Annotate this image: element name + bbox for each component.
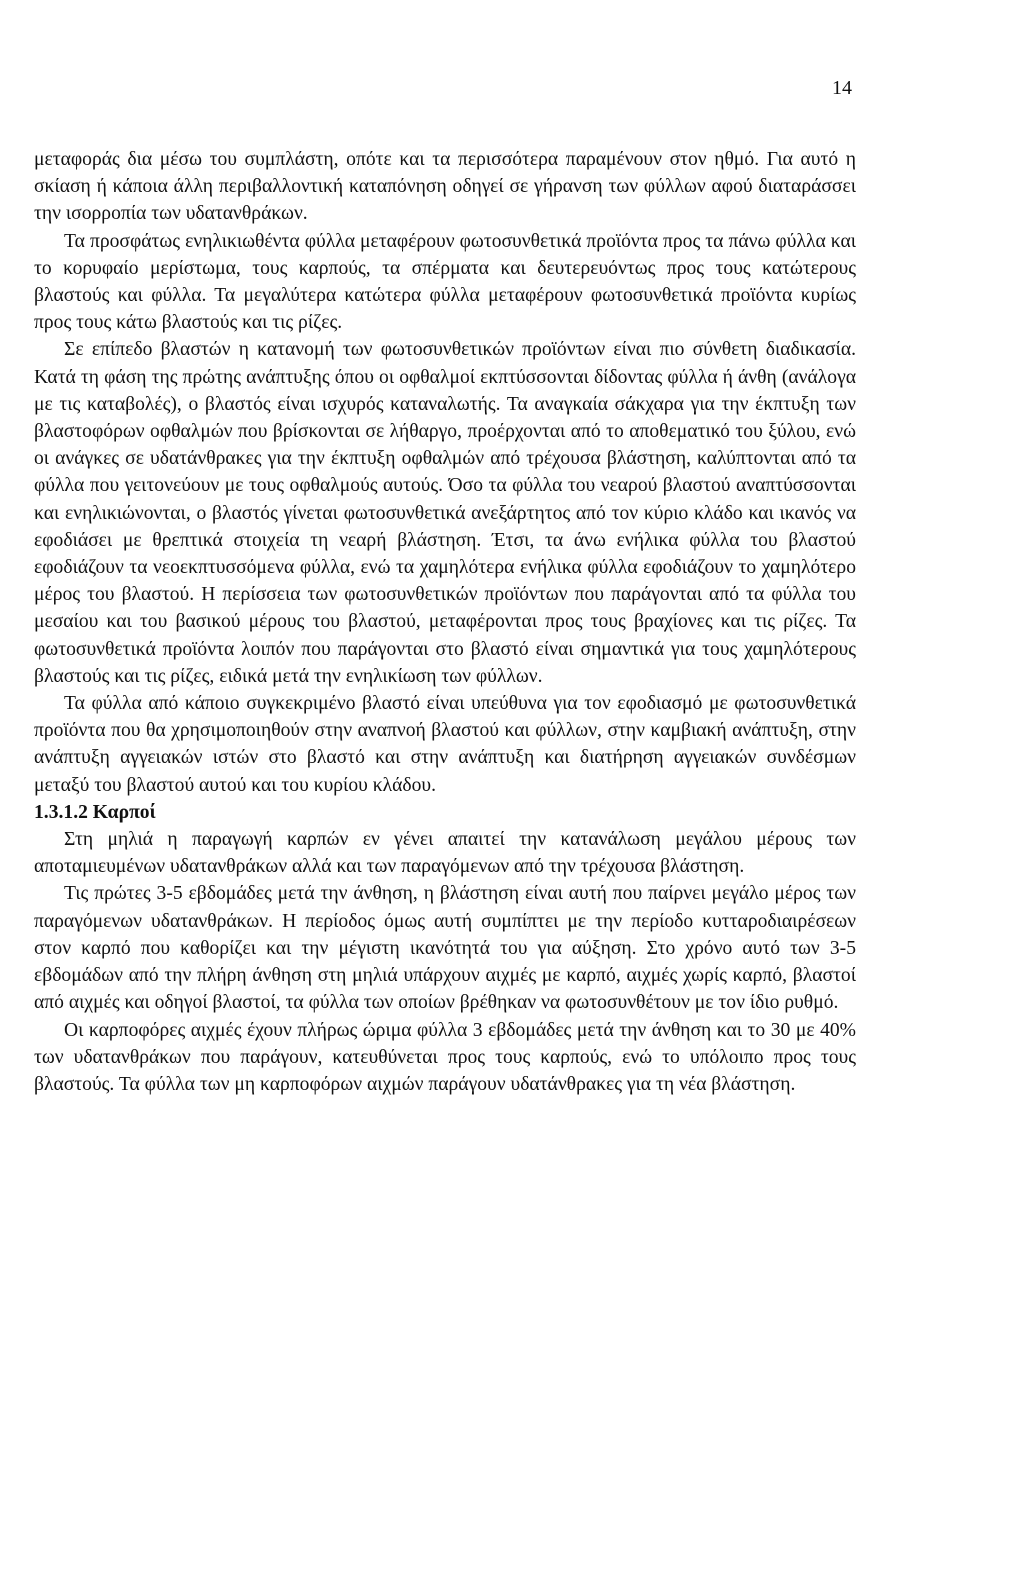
paragraph: Τα φύλλα από κάποιο συγκεκριμένο βλαστό είναι υπεύθυνα για τον εφοδιασμό με φωτοσυνθετικά προϊόντα που θα χρησιμοποιηθούν στην αναπνοή βλαστού και φύλλων, στην καμβιακή ανάπτυξη, στην ανάπτυξη αγγειακών ιστών στο βλαστό και στην ανάπτυξη και διατήρηση αγγειακών συνδέσμων μεταξύ του βλαστού αυτού και του κυρίου κλάδου. (34, 693, 856, 796)
paragraph: Σε επίπεδο βλαστών η κατανομή των φωτοσυνθετικών προϊόντων είναι πιο σύνθετη διαδικασία. Κατά τη φάση της πρώτης ανάπτυξης όπου οι οφθαλμοί εκπτύσσονται δίδοντας φύλλα ή άνθη (ανάλογα με τις καταβολές), ο βλαστός είναι ισχυρός καταναλωτής. Τα αναγκαία σάκχαρα για την έκπτυξη των βλαστοφόρων οφθαλμών που βρίσκονται σε λήθαργο, προέρχονται από το αποθεματικό του ξύλου, ενώ οι ανάγκες σε υδατάνθρακες για την έκπτυξη οφθαλμών από τρέχουσα βλάστηση, καλύπτονται από τα φύλλα που γειτονεύουν με τους οφθαλμούς αυτούς. Όσο τα φύλλα του νεαρού βλαστού αναπτύσσονται και ενηλικιώνονται, ο βλαστός γίνεται φωτοσυνθετικά ανεξάρτητος από τον κύριο κλάδο και ικανός να εφοδιάσει με θρεπτικά στοιχεία τη νεαρή βλάστηση. Έτσι, τα άνω ενήλικα φύλλα του βλαστού εφοδιάζουν τα νεοεκπτυσσόμενα φύλλα, ενώ τα χαμηλότερα ενήλικα φύλλα εφοδιάζουν το χαμηλότερο μέρος του βλαστού. Η περίσσεια των φωτοσυνθετικών προϊόντων που παράγονται από τα φύλλα του μεσαίου και του βασικού μέρους του βλαστού, μεταφέρονται προς τους βραχίονες και τις ρίζες. Τα φωτοσυνθετικά προϊόντα λοιπόν που παράγονται στο βλαστό είναι σημαντικά για τους χαμηλότερους βλαστούς και τις ρίζες, ειδικά μετά την ενηλικίωση των φύλλων. (34, 339, 856, 687)
page-number: 14 (832, 77, 852, 99)
section-paragraph: Τις πρώτες 3-5 εβδομάδες μετά την άνθηση, η βλάστηση είναι αυτή που παίρνει μεγάλο μέρος των παραγόμενων υδατανθράκων. Η περίοδος όμως αυτή συμπίπτει με την περίοδο κυτταροδιαιρέσεων στον καρπό που καθορίζει και την μέγιστη ικανότητά του για αύξηση. Στο χρόνο αυτό των 3-5 εβδομάδων από την πλήρη άνθηση στη μηλιά υπάρχουν αιχμές με καρπό, αιχμές χωρίς καρπό, βλαστοί από αιχμές και οδηγοί βλαστοί, τα φύλλα των οποίων βρέθηκαν να φωτοσυνθέτουν με τον ίδιο ρυθμό. (34, 883, 856, 1014)
paragraph-continuation: μεταφοράς δια μέσω του συμπλάστη, οπότε και τα περισσότερα παραμένουν στον ηθμό. Για αυτό η σκίαση ή κάποια άλλη περιβαλλοντική καταπόνηση οδηγεί σε γήρανση των φύλλων αφού διαταράσσει την ισορροπία των υδατανθράκων. (34, 149, 856, 225)
section-heading: 1.3.1.2 Καρποί (34, 801, 156, 823)
section-paragraph: Στη μηλιά η παραγωγή καρπών εν γένει απαιτεί την κατανάλωση μεγάλου μέρους των αποταμιευμένων υδατανθράκων αλλά και των παραγόμενων από την τρέχουσα βλάστηση. (34, 829, 856, 878)
body-text (34, 146, 856, 1098)
paragraph: Τα προσφάτως ενηλικιωθέντα φύλλα μεταφέρουν φωτοσυνθετικά προϊόντα προς τα πάνω φύλλα και το κορυφαίο μερίστωμα, τους καρπούς, τα σπέρματα και δευτερευόντως προς τους κατώτερους βλαστούς και φύλλα. Τα μεγαλύτερα κατώτερα φύλλα μεταφέρουν φωτοσυνθετικά προϊόντα κυρίως προς τους κάτω βλαστούς και τις ρίζες. (34, 230, 856, 334)
section-paragraph: Οι καρποφόρες αιχμές έχουν πλήρως ώριμα φύλλα 3 εβδομάδες μετά την άνθηση και το 30 με 40% των υδατανθράκων που παράγουν, κατευθύνεται προς τους καρπούς, ενώ το υπόλοιπο προς τους βλαστούς. Τα φύλλα των μη καρποφόρων αιχμών παράγουν υδατάνθρακες για τη νέα βλάστηση. (34, 1019, 856, 1095)
